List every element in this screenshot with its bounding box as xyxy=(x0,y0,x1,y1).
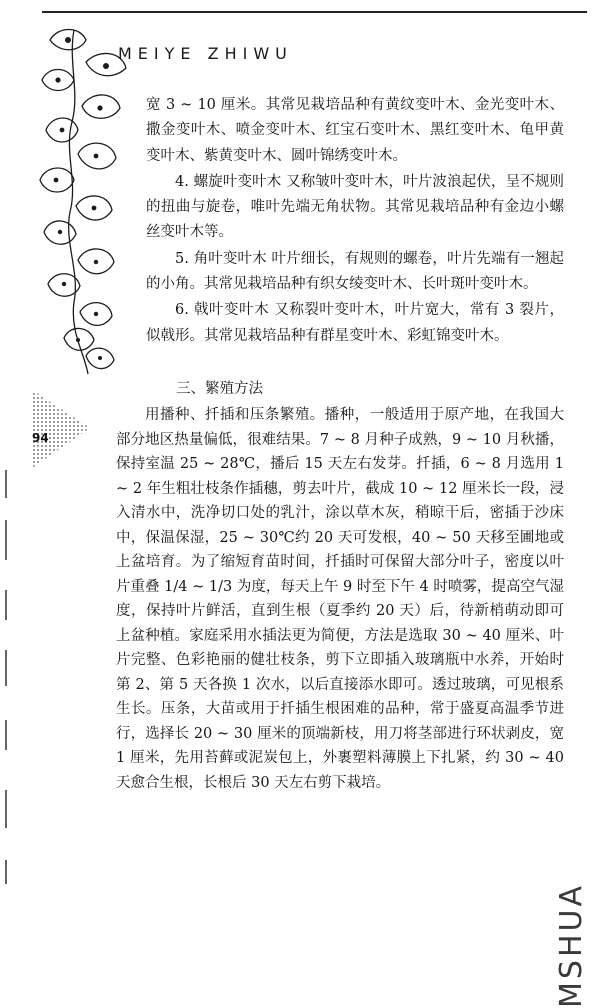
margin-mark xyxy=(5,860,7,884)
section-heading: 三、繁殖方法 xyxy=(176,381,263,397)
paragraph: 宽 3 ~ 10 厘米。其常见栽培品种有黄纹变叶木、金光变叶木、撒金变叶木、喷金变叶木、红宝石变叶木、黑红变叶木、龟甲黄变叶木、紫黄变叶木、圆叶锦绣变叶木。 xyxy=(146,97,564,164)
header-rule xyxy=(42,11,587,13)
margin-mark xyxy=(5,790,7,828)
paragraph: 6. 戟叶变叶木 又称裂叶变叶木，叶片宽大，常有 3 裂片，似戟形。其常见栽培品种有群星变叶木、彩虹锦变叶木。 xyxy=(146,302,564,344)
body-text-block xyxy=(116,403,564,795)
paragraph: 用播种、扦插和压条繁殖。播种，一般适用于原产地，在我国大部分地区热量偏低，很难结果。7 ~ 8 月种子成熟，9 ~ 10 月秋播，保持室温 25 ~ 28℃，播后 15 天左右发芽。扦插，6 ~ 8 月选用 1 ~ 2 年生粗壮枝条作插穗，剪去叶片，截成 10 ~ 12 厘米长一段，浸入清水中，洗净切口处的乳汁，涂以草木灰，稍晾干后，密插于沙床中，保温保湿，25 ~ 30℃约 20 天可发根，40 ~ 50 天移至圃地或上盆培育。为了缩短育苗时间，扦插时可保留大部分叶子，密度以叶片重叠 1/4 ~ 1/3 为度，每天上午 9 时至下午 4 时喷雾，提高空气湿度，保持叶片鲜活，直到生根（夏季约 20 天）后，待新梢萌动即可上盆种植。家庭采用水插法更为简便，方法是选取 30 ~ 40 厘米、叶片完整、色彩艳丽的健壮枝条，剪下立即插入玻璃瓶中水养，开始时第 2、第 5 天各换 1 次水，以后直接添水即可。透过玻璃，可见根系生长。压条，大苗或用于扦插生根困难的品种，常于盛夏高温季节进行，选择长 20 ~ 30 厘米的顶端新枝，用刀将茎部进行环状剥皮，宽 1 厘米，先用苔藓或泥炭包上，外裹塑料薄膜上下扎紧，约 30 ~ 40 天愈合生根，长根后 30 天左右剪下栽培。 xyxy=(116,407,564,791)
margin-mark xyxy=(5,470,7,498)
upper-text-block xyxy=(146,93,564,349)
margin-mark xyxy=(5,650,7,686)
paragraph: 5. 角叶变叶木 叶片细长，有规则的螺卷，叶片先端有一翘起的小角。其常见栽培品种有织女绫变叶木、长叶斑叶变叶木。 xyxy=(146,250,564,293)
margin-mark xyxy=(5,720,7,750)
margin-mark xyxy=(5,520,7,560)
page-number: 94 xyxy=(32,431,49,445)
margin-mark xyxy=(5,590,7,620)
vine-illustration xyxy=(28,22,136,382)
paragraph: 4. 螺旋叶变叶木 又称皱叶变叶木，叶片波浪起伏，呈不规则的扭曲与旋卷，唯叶先端无角状物。其常见栽培品种有金边小螺丝变叶木等。 xyxy=(146,173,564,241)
watermark: MSHUA xyxy=(554,883,589,1008)
running-head: MEIYE ZHIWU xyxy=(118,44,293,63)
page-number-dots xyxy=(28,388,94,470)
